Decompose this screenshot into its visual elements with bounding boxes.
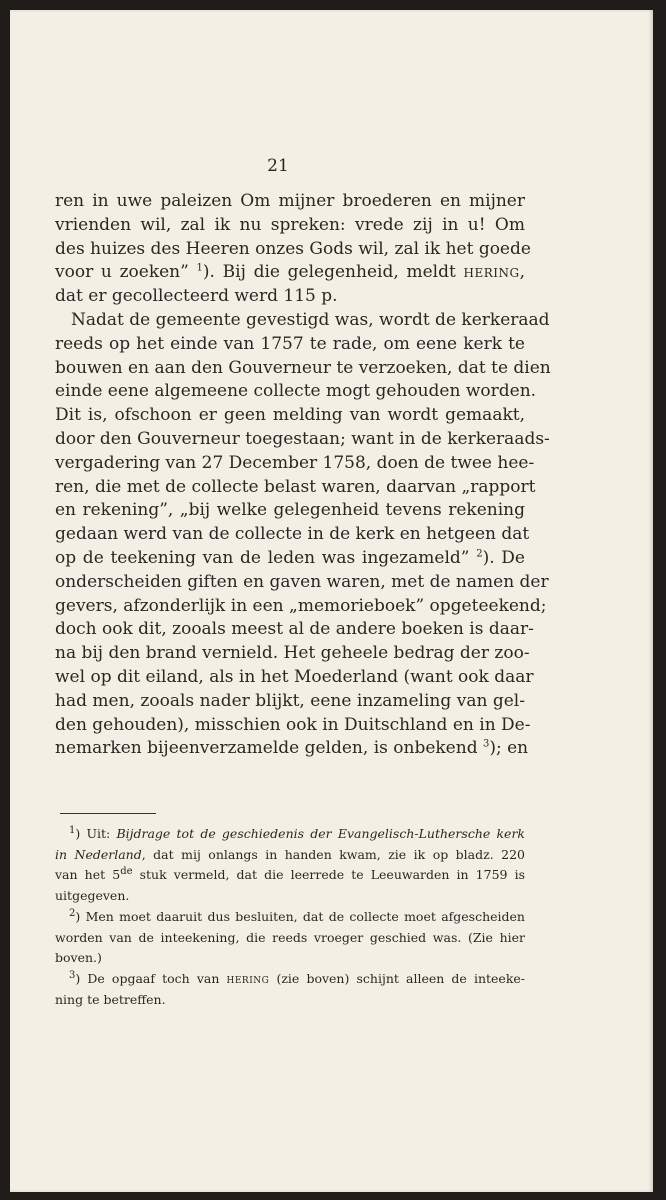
text-line: wel op dit eiland, als in het Moederland (want ook daar (55, 666, 534, 687)
text-line: gedaan werd van de collecte in de kerk en hetgeen dat (55, 524, 530, 545)
text-line: doch ook dit, zooals meest al de andere boeken is daar- (55, 619, 534, 640)
footnote-1-cont: in Nederland, dat mij onlangs in handen kwam, zie ik op bladz. 220 (55, 846, 526, 862)
text-line: vergadering van 27 December 1758, doen de twee hee- (55, 452, 535, 473)
text-line: einde eene algemeene collecte mogt gehouden worden. (55, 381, 537, 402)
footnote-marker: 1 (196, 262, 203, 274)
text-line: had men, zooals nader blijkt, eene inzameling van gel- (55, 690, 525, 711)
text-line: Dit is, ofschoon er geen melding van wordt gemaakt, (55, 405, 525, 426)
text-line: vrienden wil, zal ik nu spreken: vrede zij in u! Om (55, 214, 525, 235)
text-line: gevers, afzonderlijk in een „memorieboek” opgeteekend; (55, 595, 547, 616)
text-line: Nadat de gemeente gevestigd was, wordt de kerkeraad (71, 309, 550, 330)
text-line: den gehouden), misschien ook in Duitschland en in De- (55, 714, 531, 735)
footnote-marker: 2 (476, 548, 483, 560)
footnote-2-cont: worden van de inteekening, die reeds vroeger geschied was. (Zie hier (55, 929, 525, 945)
footnote-3: $^3$) De opgaaf toch van hering (zie boven) schijnt alleen de inteeke- (69, 969, 526, 986)
text-line: nemarken bijeenverzamelde gelden, is onbekend $^3$); en (55, 738, 529, 759)
footnote-marker: 3 (482, 738, 490, 750)
page-number: 21 (267, 156, 289, 176)
body-text (55, 190, 551, 761)
footnote-rule (60, 813, 156, 814)
text-line: bouwen en aan den Gouverneur te verzoeken, dat te dien (55, 357, 551, 378)
text-line: onderscheiden giften en gaven waren, met de namen der (55, 571, 549, 592)
text-line: na bij den brand vernield. Het geheele bedrag der zoo- (55, 643, 530, 664)
author-name: hering (463, 262, 520, 283)
text-line: reeds op het einde van 1757 te rade, om eene kerk te (55, 333, 525, 354)
text-line: ren, die met de collecte belast waren, daarvan „rapport (55, 476, 536, 497)
footnotes (55, 824, 525, 1010)
text-line: voor u zoeken” $^1$). Bij die gelegenheid, meldt hering, (55, 262, 525, 283)
footnote-1-cont: uitgegeven. (55, 888, 130, 904)
footnote-2-cont: boven.) (55, 950, 102, 966)
footnote-2: $^2$) Men moet daaruit dus besluiten, dat de collecte moet afgescheiden (69, 907, 525, 924)
footnote-1-cont: van het 5de stuk vermeld, dat die leerrede te Leeuwarden in 1759 is (55, 866, 525, 883)
text-line: dat er gecollecteerd werd 115 p. (55, 286, 338, 307)
text-line: ren in uwe paleizen Om mijner broederen en mijner (55, 191, 525, 211)
text-line: door den Gouverneur toegestaan; want in de kerkeraads- (55, 428, 550, 449)
text-line: des huizes des Heeren onzes Gods wil, zal ik het goede (55, 238, 531, 259)
text-line: op de teekening van de leden was ingezameld” $^2$). De (55, 547, 525, 568)
text-line: en rekening”, „bij welke gelegenheid tevens rekening (55, 500, 525, 521)
footnote-3-cont: ning te betreffen. (55, 991, 166, 1007)
book-page (10, 10, 653, 1192)
footnote-1: $^1$) Uit: Bijdrage tot de geschiedenis der Evangelisch-Luthersche kerk (69, 824, 525, 841)
